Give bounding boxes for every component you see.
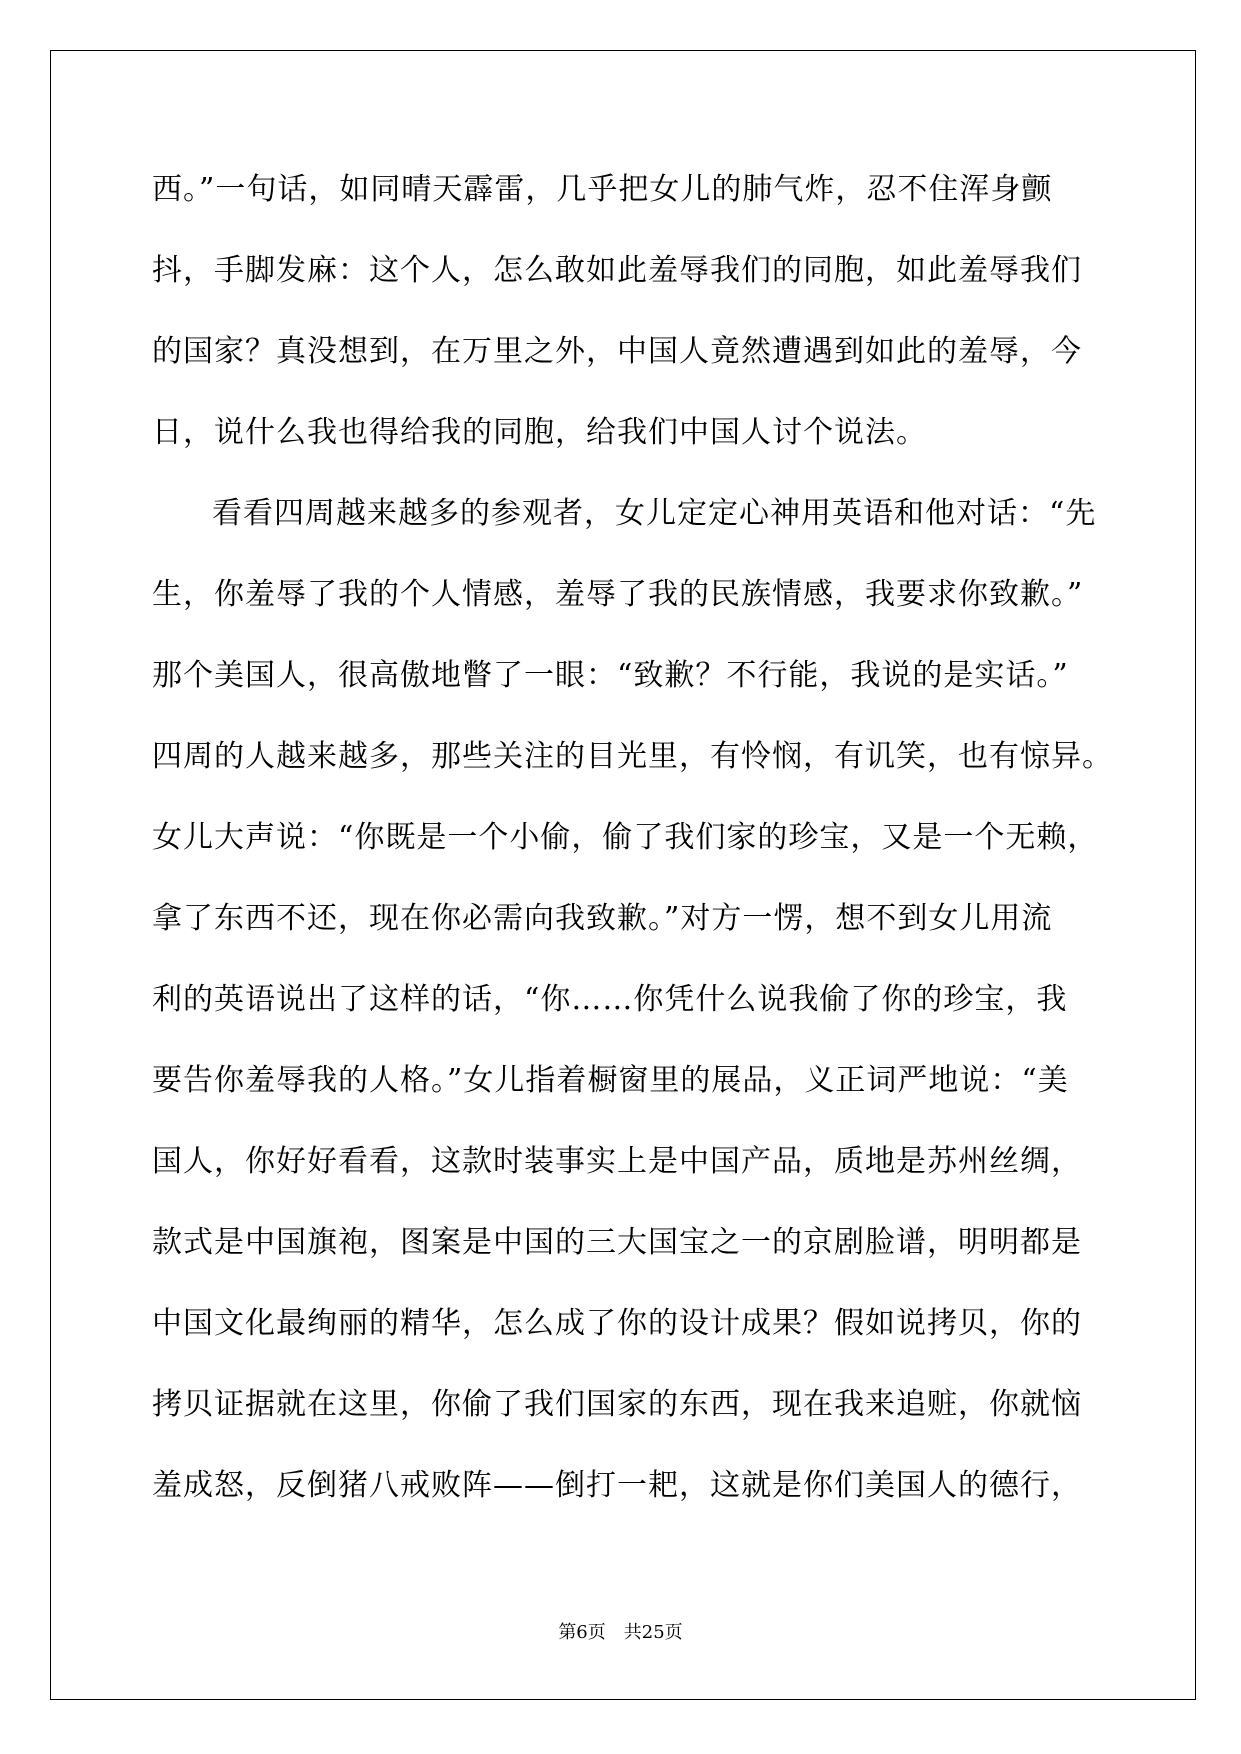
text-line: 要告你羞辱我的人格。”女儿指着橱窗里的展品，义正词严地说：“美 bbox=[152, 1063, 1069, 1098]
text-line: 利的英语说出了这样的话，“你……你凭什么说我偷了你的珍宝，我 bbox=[152, 982, 1068, 1017]
text-line: 中国文化最绚丽的精华，怎么成了你的设计成果？假如说拷贝，你的 bbox=[152, 1306, 1082, 1341]
text-line: 拷贝证据就在这里，你偷了我们国家的东西，现在我来追赃，你就恼 bbox=[152, 1387, 1082, 1422]
text-line-paragraph-start: 看看四周越来越多的参观者，女儿定定心神用英语和他对话：“先 bbox=[212, 496, 1097, 531]
text-line: 西。”一句话，如同晴天霹雷，几乎把女儿的肺气炸，忍不住浑身颤 bbox=[152, 172, 1053, 207]
document-body bbox=[152, 160, 1113, 1537]
text-line: 款式是中国旗袍，图案是中国的三大国宝之一的京剧脸谱，明明都是 bbox=[152, 1225, 1082, 1260]
text-line: 抖，手脚发麻：这个人，怎么敢如此羞辱我们的同胞，如此羞辱我们 bbox=[152, 253, 1082, 288]
text-line: 的国家？真没想到，在万里之外，中国人竟然遭遇到如此的羞辱，今 bbox=[152, 334, 1082, 369]
text-line: 女儿大声说：“你既是一个小偷，偷了我们家的珍宝，又是一个无赖， bbox=[152, 820, 1099, 855]
page-number-footer: 第6页 共25页 bbox=[558, 1622, 683, 1643]
text-line: 羞成怒，反倒猪八戒败阵——倒打一耙，这就是你们美国人的德行， bbox=[152, 1468, 1082, 1503]
text-line: 国人，你好好看看，这款时装事实上是中国产品，质地是苏州丝绸， bbox=[152, 1144, 1082, 1179]
text-line: 生，你羞辱了我的个人情感，羞辱了我的民族情感，我要求你致歉。” bbox=[152, 577, 1084, 612]
text-line: 四周的人越来越多，那些关注的目光里，有怜悯，有讥笑，也有惊异。 bbox=[152, 739, 1113, 774]
text-line: 拿了东西不还，现在你必需向我致歉。”对方一愣，想不到女儿用流 bbox=[152, 901, 1053, 936]
text-line: 日，说什么我也得给我的同胞，给我们中国人讨个说法。 bbox=[152, 415, 927, 450]
text-line: 那个美国人，很高傲地瞥了一眼：“致歉？不行能，我说的是实话。” bbox=[152, 658, 1069, 693]
